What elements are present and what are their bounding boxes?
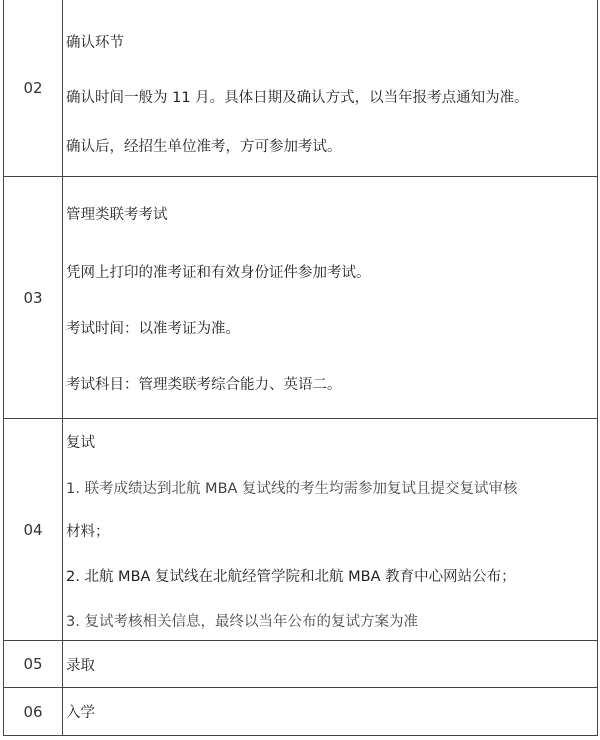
row-number: 05 (4, 641, 63, 687)
row-text: 1. 联考成绩达到北航 MBA 复试线的考生均需参加复试且提交复试审核 (66, 481, 518, 497)
row-content (63, 688, 597, 735)
row-text: 确认时间一般为 11 月。具体日期及确认方式，以当年报考点通知为准。 (66, 90, 529, 106)
table-row (4, 0, 597, 177)
row-text: 考试科目：管理类联考综合能力、英语二。 (66, 377, 342, 393)
row-text: 3. 复试考核相关信息，最终以当年公布的复试方案为准 (66, 614, 418, 630)
table-row (4, 419, 597, 641)
row-number: 04 (4, 419, 63, 640)
row-text: 2. 北航 MBA 复试线在北航经管学院和北航 MBA 教育中心网站公布； (66, 569, 516, 585)
row-content (63, 419, 597, 640)
table-row (4, 177, 597, 419)
row-heading: 复试 (66, 435, 95, 451)
process-table (3, 0, 598, 736)
row-heading: 管理类联考考试 (66, 207, 168, 223)
row-heading: 录取 (66, 658, 95, 674)
row-text: 凭网上打印的准考证和有效身份证件参加考试。 (66, 265, 371, 281)
row-content (63, 0, 597, 176)
row-content (63, 641, 597, 687)
row-text: 材料； (66, 524, 110, 540)
row-content (63, 177, 597, 418)
row-heading: 入学 (66, 705, 95, 721)
row-text: 考试时间：以准考证为准。 (66, 321, 240, 337)
table-row (4, 688, 597, 735)
row-heading: 确认环节 (66, 35, 124, 51)
row-number: 03 (4, 177, 63, 418)
row-number: 02 (4, 0, 63, 176)
row-text: 确认后，经招生单位准考，方可参加考试。 (66, 139, 342, 155)
row-number: 06 (4, 688, 63, 735)
table-row (4, 641, 597, 688)
